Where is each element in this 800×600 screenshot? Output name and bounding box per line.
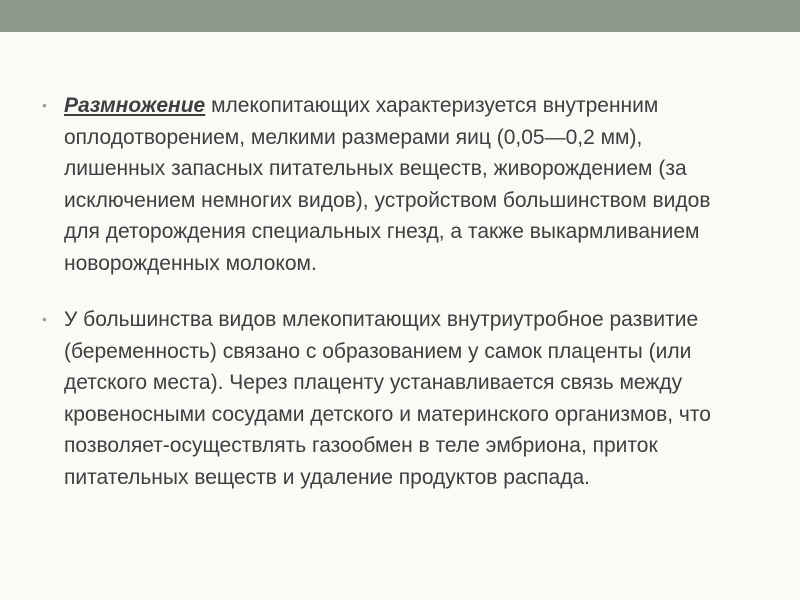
bullet-item-placenta bbox=[42, 304, 742, 493]
bullet-text: млекопитающих характеризуется внутренним оплодотворением, мелкими размерами яиц (0,05—0,2 мм), лишенных запасных питательных веществ, живорождением (за исключением немногих видов), устройством большинством видов для деторождения специальных гнезд, а также выкармливанием новорожденных молоком. bbox=[64, 94, 711, 275]
header-band bbox=[0, 0, 800, 32]
bullet-dot-icon: • bbox=[42, 311, 47, 327]
highlighted-term: Размножение bbox=[64, 94, 206, 117]
bullet-dot-icon: • bbox=[42, 97, 47, 113]
slide-content bbox=[42, 90, 742, 493]
bullet-text: У большинства видов млекопитающих внутриутробное развитие (беременность) связано с образованием у самок плаценты (или детского места). Через плаценту устанавливается связь между кровеносными сосудами детского и материнского организмов, что позволяет-осуществлять газообмен в теле эмбриона, приток питательных веществ и удаление продуктов распада. bbox=[64, 308, 711, 489]
bullet-item-reproduction bbox=[42, 90, 742, 279]
